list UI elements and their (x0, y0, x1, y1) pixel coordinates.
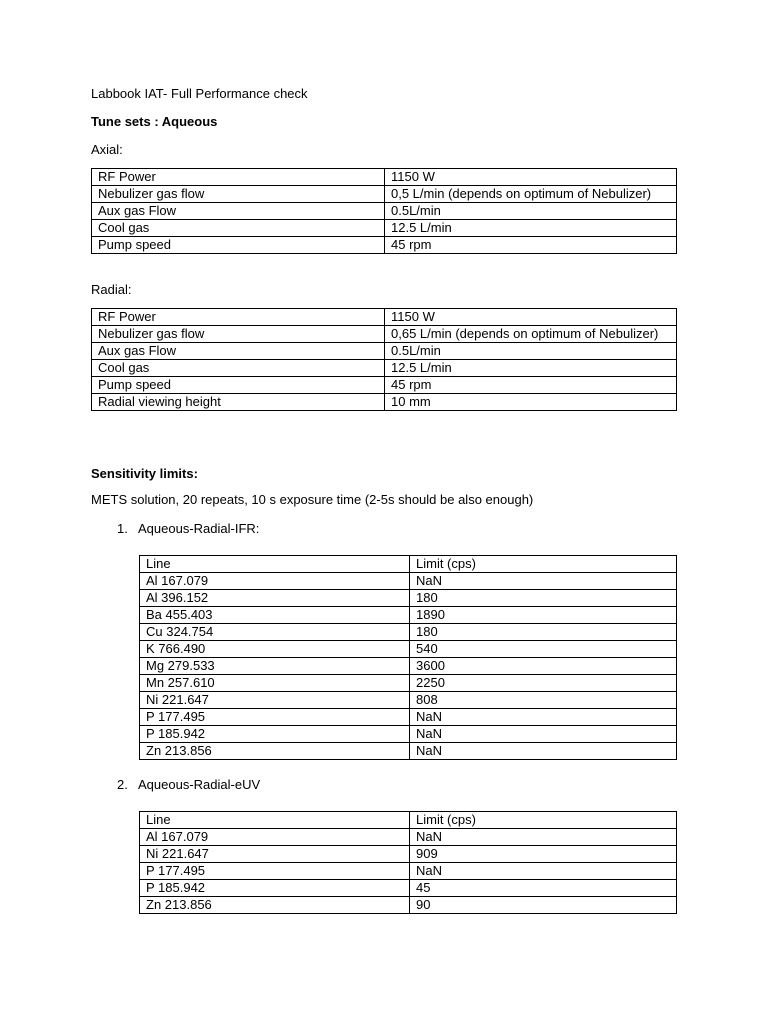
table-cell-label: Nebulizer gas flow (92, 326, 385, 343)
sensitivity-heading: Sensitivity limits: (91, 466, 198, 481)
table-row (92, 360, 677, 377)
radial-label: Radial: (91, 282, 132, 297)
table-row (92, 343, 677, 360)
table-cell-label: Ni 221.647 (140, 692, 410, 709)
table-cell-label: Aux gas Flow (92, 203, 385, 220)
table-cell-label: P 177.495 (140, 863, 410, 880)
table-cell-value: 180 (410, 624, 677, 641)
table-row (92, 203, 677, 220)
table-cell-value: 90 (410, 897, 677, 914)
table-cell-label: Line (140, 812, 410, 829)
table-cell-label: Mg 279.533 (140, 658, 410, 675)
list-number: 2. (117, 777, 128, 792)
table-cell-label: Al 396.152 (140, 590, 410, 607)
table-cell-label: Aux gas Flow (92, 343, 385, 360)
table-cell-label: K 766.490 (140, 641, 410, 658)
table-cell-value: 1150 W (385, 169, 677, 186)
table-cell-label: Al 167.079 (140, 573, 410, 590)
table-cell-value: NaN (410, 726, 677, 743)
list-title: Aqueous-Radial-eUV (138, 777, 261, 792)
list-title: Aqueous-Radial-IFR: (138, 521, 260, 536)
table-cell-label: Zn 213.856 (140, 897, 410, 914)
table-row (92, 169, 677, 186)
table-row (140, 607, 677, 624)
table-cell-label: P 185.942 (140, 880, 410, 897)
tune-sets-heading: Tune sets : Aqueous (91, 114, 218, 129)
table-row (140, 709, 677, 726)
table-cell-value: 45 rpm (385, 237, 677, 254)
table-row (92, 326, 677, 343)
table-cell-value: 1890 (410, 607, 677, 624)
table-cell-value: 45 rpm (385, 377, 677, 394)
table-cell-value: 0,65 L/min (depends on optimum of Nebulizer) (385, 326, 677, 343)
list-number: 1. (117, 521, 128, 536)
table-cell-label: Radial viewing height (92, 394, 385, 411)
table-cell-label: Zn 213.856 (140, 743, 410, 760)
table-row (140, 675, 677, 692)
table-cell-label: Al 167.079 (140, 829, 410, 846)
table-row (92, 309, 677, 326)
table-header-row (140, 556, 677, 573)
table-row (140, 590, 677, 607)
table-cell-value: Limit (cps) (410, 556, 677, 573)
table-row (140, 726, 677, 743)
table-cell-label: Cu 324.754 (140, 624, 410, 641)
table-cell-value: 0,5 L/min (depends on optimum of Nebulizer) (385, 186, 677, 203)
table-cell-value: 12.5 L/min (385, 360, 677, 377)
table-cell-value: 2250 (410, 675, 677, 692)
list-item-radial-ifr (117, 521, 259, 537)
table-cell-value: 909 (410, 846, 677, 863)
document-title: Labbook IAT- Full Performance check (91, 86, 308, 101)
table-header-row (140, 812, 677, 829)
table-row (140, 897, 677, 914)
list-item-radial-euv (117, 777, 260, 793)
table-cell-value: 0.5L/min (385, 203, 677, 220)
table-cell-label: RF Power (92, 169, 385, 186)
table-row (140, 880, 677, 897)
table-cell-label: P 177.495 (140, 709, 410, 726)
table-cell-value: 540 (410, 641, 677, 658)
table-cell-value: 45 (410, 880, 677, 897)
table-cell-label: RF Power (92, 309, 385, 326)
table-row (92, 220, 677, 237)
table-cell-label: Pump speed (92, 237, 385, 254)
table-row (140, 863, 677, 880)
table-row (140, 641, 677, 658)
table-row (92, 377, 677, 394)
table-row (140, 624, 677, 641)
table-cell-value: 10 mm (385, 394, 677, 411)
table-row (140, 743, 677, 760)
table-cell-label: P 185.942 (140, 726, 410, 743)
sensitivity-description: METS solution, 20 repeats, 10 s exposure time (2-5s should be also enough) (91, 492, 534, 507)
table-cell-value: 1150 W (385, 309, 677, 326)
table-row (140, 692, 677, 709)
table-row (92, 186, 677, 203)
table-row (92, 394, 677, 411)
table-cell-label: Ba 455.403 (140, 607, 410, 624)
table-cell-value: NaN (410, 863, 677, 880)
radial-ifr-table (139, 555, 677, 760)
table-cell-value: 808 (410, 692, 677, 709)
table-cell-label: Pump speed (92, 377, 385, 394)
table-cell-value: NaN (410, 573, 677, 590)
table-row (140, 829, 677, 846)
table-cell-value: 3600 (410, 658, 677, 675)
table-cell-label: Mn 257.610 (140, 675, 410, 692)
table-cell-label: Cool gas (92, 220, 385, 237)
table-cell-label: Ni 221.647 (140, 846, 410, 863)
table-cell-value: 12.5 L/min (385, 220, 677, 237)
table-cell-label: Nebulizer gas flow (92, 186, 385, 203)
table-cell-value: 180 (410, 590, 677, 607)
table-row (92, 237, 677, 254)
table-cell-value: NaN (410, 829, 677, 846)
table-cell-value: NaN (410, 743, 677, 760)
table-cell-label: Cool gas (92, 360, 385, 377)
table-row (140, 658, 677, 675)
table-cell-label: Line (140, 556, 410, 573)
table-cell-value: NaN (410, 709, 677, 726)
table-row (140, 846, 677, 863)
table-row (140, 573, 677, 590)
radial-table (91, 308, 677, 411)
radial-euv-table (139, 811, 677, 914)
table-cell-value: Limit (cps) (410, 812, 677, 829)
table-cell-value: 0.5L/min (385, 343, 677, 360)
axial-label: Axial: (91, 142, 123, 157)
axial-table (91, 168, 677, 254)
